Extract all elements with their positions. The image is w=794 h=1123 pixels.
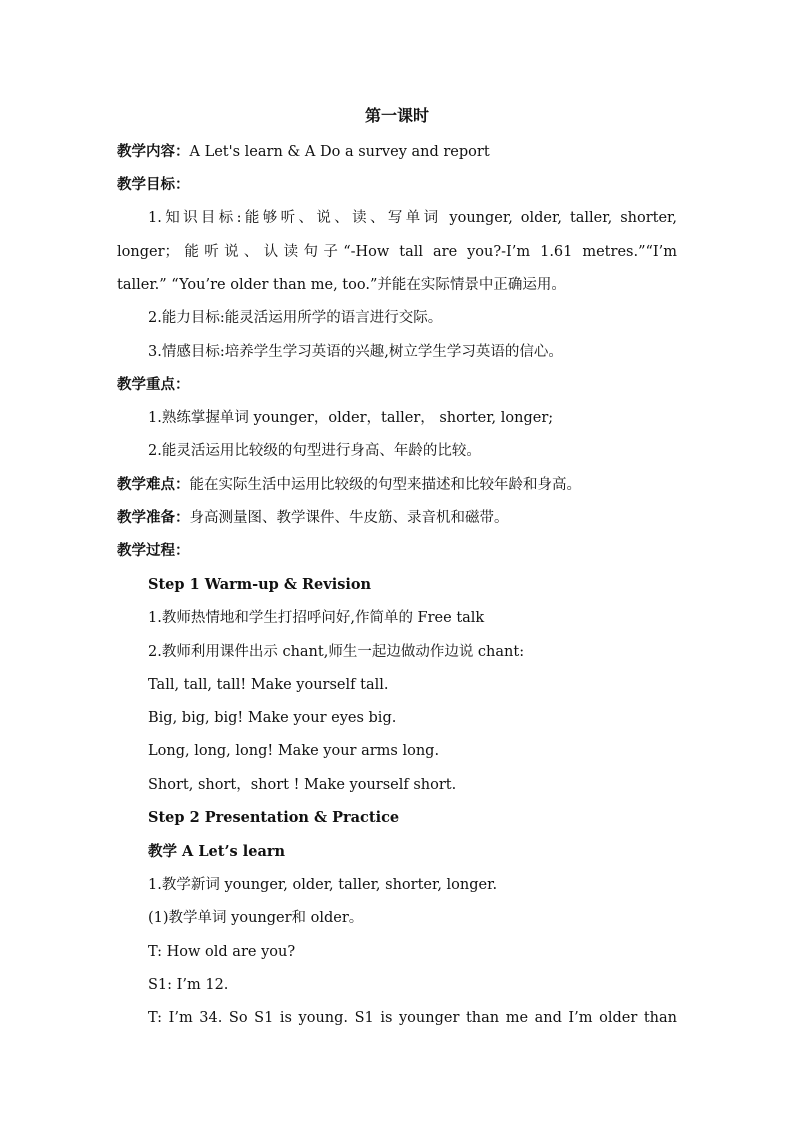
content-text: A Let's learn & A Do a survey and report [189,144,490,160]
keypoints-label: 教学重点： [117,377,190,393]
step1-line-2: 2.教师利用课件出示 chant,师生一起边做动作边说 chant: [148,644,525,660]
preparation-label: 教学准备： [117,510,190,526]
keypoint-line-2: 2.能灵活运用比较级的句型进行身高、年龄的比较。 [148,443,481,459]
content-row [117,142,490,162]
difficulty-text: 能在实际生活中运用比较级的句型来描述和比较年龄和身高。 [189,477,581,493]
step2-line-1: 1.教学新词 younger, older, taller, shorter, longer. [148,877,498,893]
step2-heading: Step 2 Presentation & Practice [148,809,400,826]
process-label: 教学过程： [117,543,190,559]
lets-learn-heading: 教学 A Let’s learn [148,843,286,860]
objectives-label: 教学目标： [117,177,190,193]
preparation-row [117,508,509,528]
difficulty-row [117,475,581,495]
keypoint-line-1: 1.熟练掌握单词 younger，older，taller， shorter, longer; [148,410,554,426]
dialogue-line-3: T: I’m 34. So S1 is young. S1 is younger than me and I’m older than [148,1010,677,1026]
objective-line-5: 3.情感目标:培养学生学习英语的兴趣,树立学生学习英语的信心。 [148,344,563,360]
page-title: 第一课时 [364,106,429,125]
step1-heading: Step 1 Warm-up & Revision [148,576,372,593]
step1-line-1: 1.教师热情地和学生打招呼问好,作简单的 Free talk [148,610,485,626]
preparation-text: 身高测量图、教学课件、牛皮筋、录音机和磁带。 [189,510,509,526]
dialogue-line-2: S1: I’m 12. [148,977,229,993]
content-label: 教学内容： [117,144,190,160]
objective-line-1: 1.知识目标:能够听、说、读、写单词 younger, older, taller, shorter, [148,210,677,226]
dialogue-line-1: T: How old are you? [148,944,296,960]
objective-line-4: 2.能力目标:能灵活运用所学的语言进行交际。 [148,310,443,326]
chant-line-2: Big, big, big! Make your eyes big. [148,710,397,726]
chant-line-3: Long, long, long! Make your arms long. [148,743,440,759]
step2-line-2: (1)教学单词 younger和 older。 [148,910,364,926]
objective-line-2: longer；能听说、认读句子“-How tall are you?-I’m 1.61 metres.”“I’m [117,244,677,260]
difficulty-label: 教学难点： [117,477,190,493]
chant-line-4: Short, short，short ! Make yourself short. [148,777,457,793]
objective-line-3: taller.” “You’re older than me, too.”并能在实际情景中正确运用。 [117,277,566,293]
chant-line-1: Tall, tall, tall! Make yourself tall. [148,677,389,693]
